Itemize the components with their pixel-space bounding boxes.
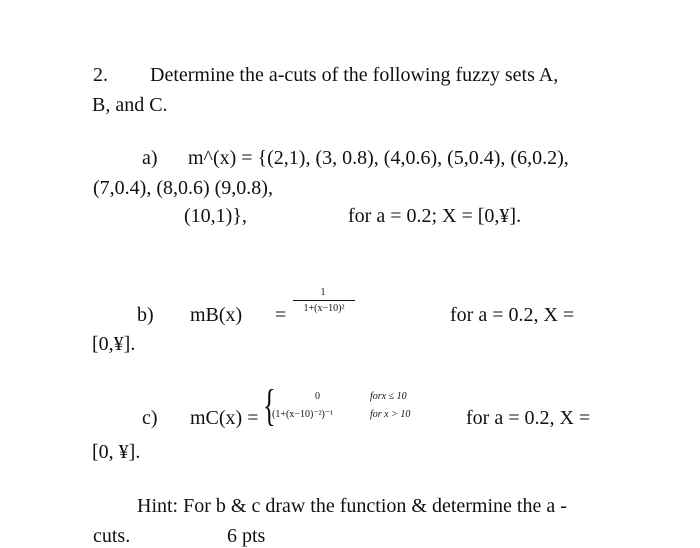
hint-line2-cuts: cuts. (93, 525, 131, 547)
part-b-condition: for a = 0.2, X = (450, 304, 575, 326)
part-c-domain: [0, ¥]. (92, 441, 141, 463)
hint-line1: Hint: For b & c draw the function & determine the a - (137, 495, 567, 517)
part-b-fraction-numerator: 1 (320, 287, 326, 298)
part-c-label: c) (142, 407, 158, 429)
hint-points: 6 pts (227, 525, 266, 547)
part-a-line3: (10,1)}, (184, 205, 247, 227)
problem-title-line2: B, and C. (92, 94, 168, 116)
part-b-fraction-denominator: 1+(x−10)² (303, 303, 345, 314)
part-b-label: b) (137, 304, 154, 326)
part-a-line1: m^(x) = {(2,1), (3, 0.8), (4,0.6), (5,0.4), (6,0.2), (188, 147, 569, 169)
part-c-case1-value: 0 (315, 391, 320, 402)
part-c-condition: for a = 0.2, X = (466, 407, 591, 429)
part-b-lhs: mB(x) (190, 304, 243, 326)
part-a-label: a) (142, 147, 158, 169)
part-c-case2-value: (1+(x−10)⁻²)⁻¹ (272, 409, 334, 420)
part-c-case2-condition: for x > 10 (370, 409, 411, 420)
part-c-lhs: mC(x) = (190, 407, 259, 429)
part-b-fraction-bar (293, 300, 355, 301)
part-b-domain: [0,¥]. (92, 333, 136, 355)
part-b-equals: = (275, 304, 287, 326)
part-c-brace: { (263, 381, 276, 430)
problem-number: 2. (93, 64, 108, 86)
part-c-case1-condition: forx ≤ 10 (370, 391, 407, 402)
part-a-condition: for a = 0.2; X = [0,¥]. (348, 205, 522, 227)
problem-title-line1: Determine the a-cuts of the following fuzzy sets A, (150, 64, 559, 86)
part-a-line2: (7,0.4), (8,0.6) (9,0.8), (93, 177, 273, 199)
